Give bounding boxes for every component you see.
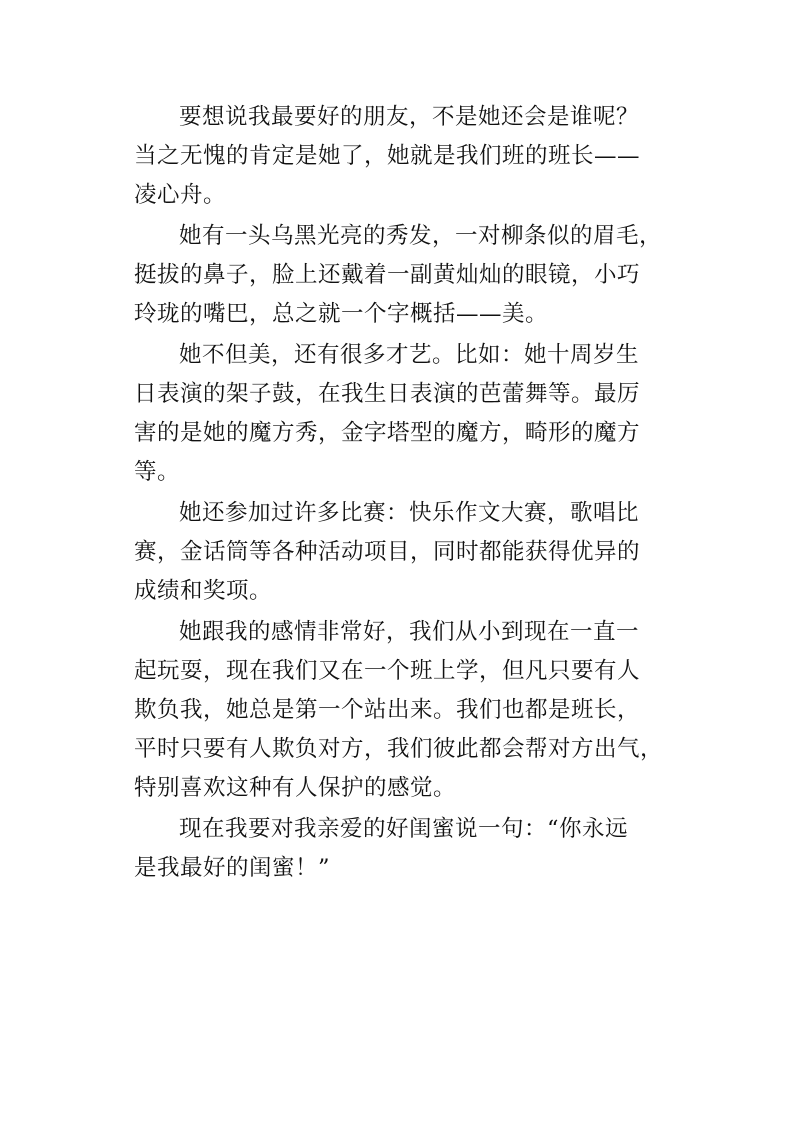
essay-body xyxy=(134,98,674,888)
paragraph-line: 现在我要对我亲爱的好闺蜜说一句：“你永远 xyxy=(179,816,629,842)
paragraph-line: 是我最好的闺蜜！” xyxy=(134,855,331,881)
paragraph-line: 起玩耍，现在我们又在一个班上学，但凡只要有人 xyxy=(134,658,641,684)
paragraph-6 xyxy=(134,810,674,888)
paragraph-line: 成绩和奖项。 xyxy=(134,578,273,604)
paragraph-line: 欺负我，她总是第一个站出来。我们也都是班长， xyxy=(134,697,641,723)
paragraph-4 xyxy=(134,494,674,611)
paragraph-line: 她跟我的感情非常好，我们从小到现在一直一 xyxy=(179,619,640,645)
paragraph-line: 害的是她的魔方秀，金字塔型的魔方，畸形的魔方 xyxy=(134,420,641,446)
paragraph-line: 挺拔的鼻子，脸上还戴着一副黄灿灿的眼镜，小巧 xyxy=(134,262,641,288)
paragraph-line: 玲珑的嘴巴，总之就一个字概括——美。 xyxy=(134,301,549,327)
paragraph-line: 日表演的架子鼓，在我生日表演的芭蕾舞等。最厉 xyxy=(134,381,641,407)
paragraph-5 xyxy=(134,613,674,808)
paragraph-2 xyxy=(134,217,674,334)
paragraph-line: 要想说我最要好的朋友，不是她还会是谁呢？ xyxy=(179,104,640,130)
paragraph-line: 她有一头乌黑光亮的秀发，一对柳条似的眉毛， xyxy=(179,223,663,249)
paragraph-line: 赛，金话筒等各种活动项目，同时都能获得优异的 xyxy=(134,539,641,565)
paragraph-line: 特别喜欢这种有人保护的感觉。 xyxy=(134,775,457,801)
paragraph-line: 等。 xyxy=(134,459,181,485)
paragraph-line: 她还参加过许多比赛：快乐作文大赛，歌唱比 xyxy=(179,500,640,526)
paragraph-line: 凌心舟。 xyxy=(134,182,227,208)
paragraph-3 xyxy=(134,336,674,492)
paragraph-line: 当之无愧的肯定是她了，她就是我们班的班长—— xyxy=(134,143,641,169)
paragraph-line: 平时只要有人欺负对方，我们彼此都会帮对方出气， xyxy=(134,736,664,762)
paragraph-line: 她不但美，还有很多才艺。比如：她十周岁生 xyxy=(179,342,640,368)
paragraph-1 xyxy=(134,98,674,215)
